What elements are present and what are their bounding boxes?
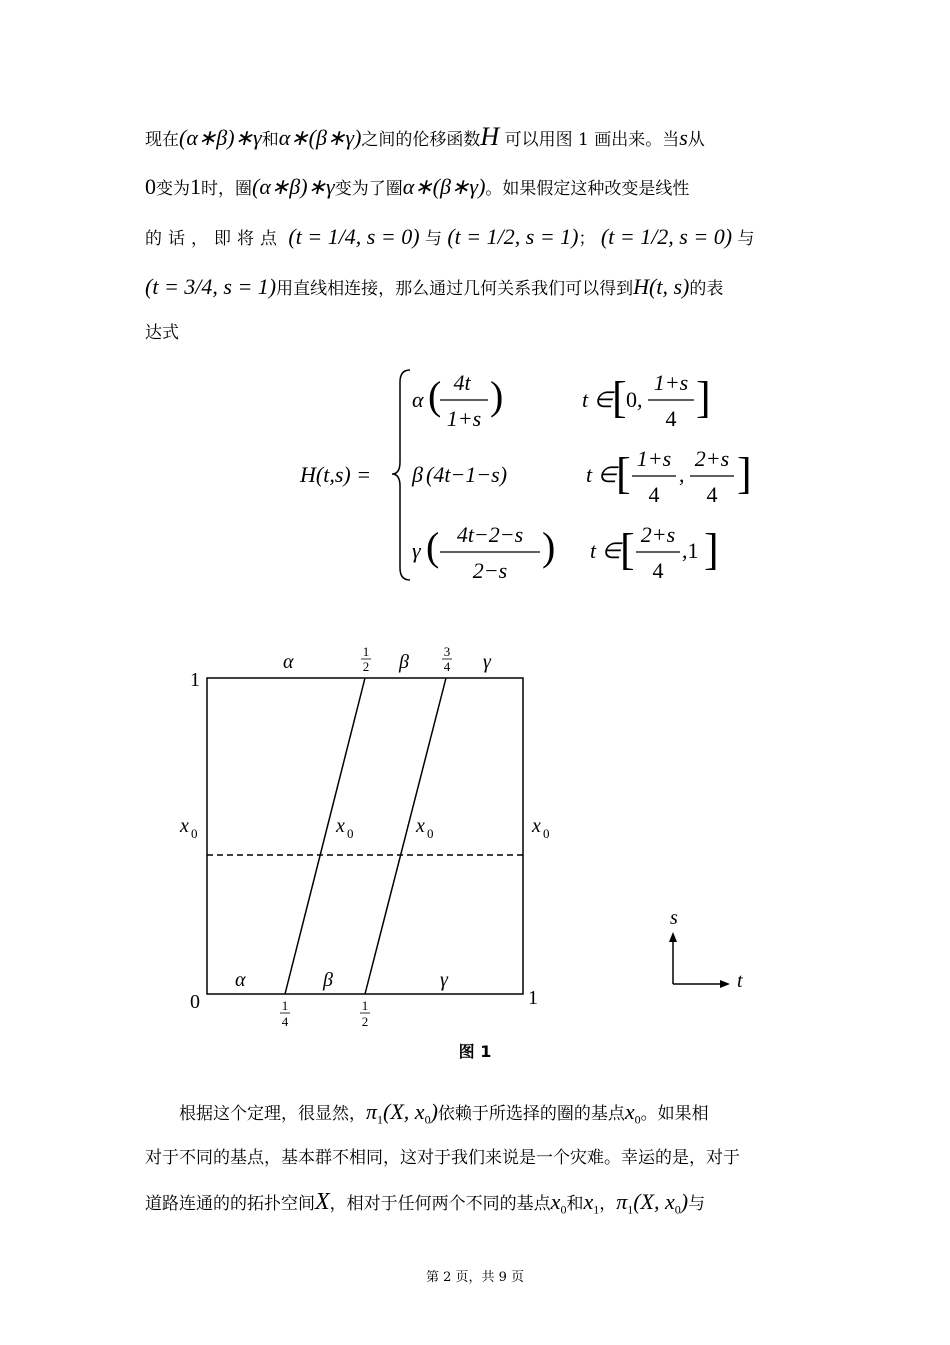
math-expr: α∗(β∗γ) [278, 125, 362, 150]
text: 依赖于所选择的圈的基点 [437, 1104, 625, 1124]
paren: ) [542, 524, 556, 569]
math-expr: (t = 1/2, s = 1) [447, 224, 579, 249]
math-var: H [480, 122, 500, 151]
math-expr: (t = 1/4, s = 0) [288, 224, 420, 249]
math-var: x [550, 1189, 561, 1214]
label-one-top: 1 [190, 669, 200, 691]
axis-s-label: s [670, 907, 678, 929]
x0-line2: x [416, 815, 425, 837]
left-brace [392, 370, 410, 580]
bracket: [ [616, 449, 631, 498]
bottom-quarter-num: 1 [281, 998, 289, 1013]
text: 与 [424, 229, 442, 249]
top-alpha: α [283, 651, 294, 673]
case1-den: 1+s [446, 406, 482, 431]
para1-line5 [145, 316, 810, 350]
text: ， [599, 1194, 617, 1214]
math-expr: H(t, s) [633, 274, 690, 299]
s-arrow-icon [669, 932, 677, 942]
para2-line2 [145, 1141, 810, 1175]
math-sub: 1 [377, 1112, 384, 1127]
para1-line3 [145, 220, 810, 256]
case3-num: 4t−2−s [456, 522, 524, 547]
text: 时，圈 [201, 179, 252, 199]
math-sub: 0 [674, 1202, 681, 1217]
text: ； [578, 229, 596, 249]
top-threeq-den: 4 [443, 659, 451, 674]
bracket: [ [612, 373, 627, 422]
text: 变为 [156, 179, 190, 199]
text: 和 [261, 130, 279, 150]
case2-hi-num: 2+s [694, 446, 730, 471]
case3-lo-den: 4 [652, 558, 664, 583]
x0-labels [179, 815, 550, 841]
math-expr: (α∗β)∗γ [252, 174, 335, 199]
label-one-right: 1 [528, 987, 538, 1009]
math-var: π [366, 1099, 378, 1124]
case3-hi: ,1 [682, 538, 699, 563]
text: 与 [688, 1194, 706, 1214]
axis-t-label: t [737, 970, 743, 992]
paren: ( [428, 373, 442, 418]
bracket: ] [704, 525, 719, 574]
case2-arg: (4t−1−s) [426, 462, 508, 487]
case2-func: β [412, 462, 423, 487]
math-sub: 1 [593, 1202, 600, 1217]
math-expr: (α∗β)∗γ [179, 125, 262, 150]
text: 的表 [689, 279, 724, 299]
math-expr: ) [430, 1099, 438, 1124]
math-num: 0 [145, 174, 156, 199]
case1-func: α [412, 387, 424, 412]
x0-sub: 0 [543, 826, 550, 841]
case1-cond: t ∈ [582, 387, 613, 412]
text: 与 [737, 229, 755, 249]
top-threeq-num: 3 [443, 644, 451, 659]
bottom-beta: β [323, 969, 333, 991]
page-footer: 第 2 页，共 9 页 [425, 1270, 525, 1285]
case1-lo: 0, [626, 387, 643, 412]
piecewise-formula [290, 362, 770, 587]
case1-num: 4t [453, 370, 471, 395]
x0-sub: 0 [427, 826, 434, 841]
text: 用直线相连接，那么通过几何关系我们可以得到 [276, 279, 634, 299]
math-var: π [616, 1189, 628, 1214]
math-sub: 0 [560, 1202, 567, 1217]
x0-right: x [532, 815, 541, 837]
math-var: X [315, 1189, 330, 1215]
case3-cond: t ∈ [590, 538, 621, 563]
comma: , [679, 462, 685, 487]
case3-den: 2−s [472, 558, 508, 583]
text: 之间的伦移函数 [361, 130, 481, 150]
case2-lo-den: 4 [648, 482, 660, 507]
math-var: s [679, 125, 688, 150]
top-half-num: 1 [362, 644, 370, 659]
text: 从 [687, 130, 705, 150]
homotopy-line-right [365, 678, 446, 994]
top-half-den: 2 [362, 659, 370, 674]
math-expr: (t = 3/4, s = 1) [145, 274, 277, 299]
bracket: ] [737, 449, 752, 498]
case1-hi-num: 1+s [653, 370, 689, 395]
x0-sub: 0 [347, 826, 354, 841]
math-num: 1 [190, 174, 201, 199]
text: 对于不同的基点，基本群不相同，这对于我们来说是一个灾难。幸运的是，对于 [145, 1148, 740, 1168]
bottom-half-num: 1 [361, 998, 369, 1013]
case2-lo-num: 1+s [636, 446, 672, 471]
math-sub: 0 [424, 1112, 431, 1127]
para2-line1 [145, 1095, 810, 1136]
paren: ( [426, 524, 440, 569]
text: 现在 [145, 130, 179, 150]
para1-line1 [145, 120, 810, 157]
case2-hi-den: 4 [706, 482, 718, 507]
text: 达式 [145, 323, 179, 343]
text: ，相对于任何两个不同的基点 [329, 1194, 551, 1214]
unit-square [207, 678, 523, 994]
text: 可以用图 1 画出来。当 [504, 130, 680, 150]
text: 道路连通的的拓扑空间 [145, 1194, 315, 1214]
case2-cond: t ∈ [586, 462, 617, 487]
text: 的话，即将点 [145, 229, 283, 249]
math-expr: (X, x [383, 1099, 425, 1124]
math-sub: 1 [627, 1202, 634, 1217]
bracket: [ [620, 525, 635, 574]
formula-lhs: H(t,s) = [300, 462, 372, 487]
bottom-half-den: 2 [361, 1014, 369, 1029]
bracket: ] [696, 373, 711, 422]
text: 。如果相 [640, 1104, 709, 1124]
math-expr: (t = 1/2, s = 0) [600, 224, 733, 249]
case1-hi-den: 4 [665, 406, 677, 431]
bottom-gamma: γ [440, 969, 448, 991]
math-expr: α∗(β∗γ) [402, 174, 486, 199]
figure-caption: 图 1 [458, 1042, 492, 1061]
case3-lo-num: 2+s [640, 522, 676, 547]
label-zero: 0 [190, 991, 200, 1013]
text: 。如果假定这种改变是线性 [485, 179, 690, 199]
math-var: x [624, 1099, 635, 1124]
math-var: x [583, 1189, 594, 1214]
x0-sub: 0 [191, 826, 198, 841]
text: 变为了圈 [334, 179, 403, 199]
math-expr: ) [680, 1189, 689, 1214]
paren: ) [490, 373, 504, 418]
math-sub: 0 [634, 1112, 641, 1127]
x0-line1: x [336, 815, 345, 837]
para1-line2 [145, 170, 810, 206]
t-arrow-icon [720, 980, 730, 988]
top-gamma: γ [483, 651, 491, 673]
para2-line3 [145, 1185, 810, 1226]
text: 和 [566, 1194, 584, 1214]
top-beta: β [399, 651, 409, 673]
case3-func: γ [412, 538, 421, 563]
math-expr: (X, x [633, 1189, 675, 1214]
homotopy-figure [170, 640, 790, 1040]
text: 根据这个定理，很显然， [179, 1104, 366, 1124]
para1-line4 [145, 270, 810, 306]
x0-left: x [180, 815, 189, 837]
bottom-quarter-den: 4 [281, 1014, 289, 1029]
bottom-alpha: α [235, 969, 246, 991]
